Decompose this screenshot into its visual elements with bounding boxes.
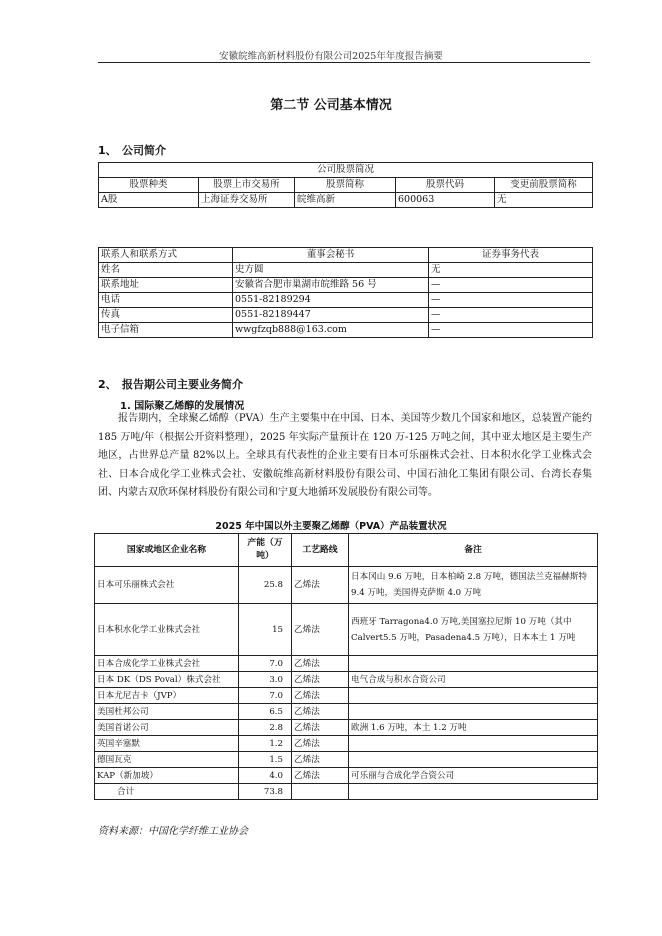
body-paragraph: 报告期内，全球聚乙烯醇（PVA）生产主要集中在中国、日本、美国等少数几个国家和地区，总装置产能约 185 万吨/年（根据公开资料整理），2025 年实际产量预计在 120 万-125 万吨之间，其中亚太地区是主要生产地区，占世界总产量 82%以上。全球具有代表性的企业主要有日本可乐丽株式会社、日本积水化学工业株式会社、日本合成化学工业株式会社、安徽皖维高新材料股份有限公司、中国石油化工集团有限公司、台湾长春集团、内蒙古双欣环保材料股份有限公司和宁夏大地循环发展股份有限公司等。 (98, 413, 592, 498)
table-cell (349, 688, 598, 704)
table-cell: 英国辛塞默 (95, 736, 239, 752)
heading-number: 2、 (98, 378, 117, 391)
table-cell: 日本 DK（DS Poval）株式会社 (95, 672, 239, 688)
table-cell: 联系地址 (99, 278, 233, 293)
heading-number: 1、 (98, 144, 117, 157)
table-cell: 上海证券交易所 (199, 193, 295, 208)
table-cell: 美国杜邦公司 (95, 704, 239, 720)
table-cell: 乙烯法 (292, 672, 349, 688)
table-cell: 乙烯法 (292, 604, 349, 656)
table-cell: 电气合成与积水合资公司 (349, 672, 598, 688)
table-header: 国家或地区企业名称 (95, 534, 239, 567)
table-cell: 15 (239, 604, 292, 656)
table-cell: — (429, 278, 593, 293)
table-cell: 1.5 (239, 752, 292, 768)
table-cell: 可乐丽与合成化学合资公司 (349, 768, 598, 784)
table-caption: 2025 年中国以外主要聚乙烯醇（PVA）产品装置状况 (215, 521, 447, 532)
table-cell: KAP（新加坡） (95, 768, 239, 784)
table-row (95, 688, 598, 704)
table-header: 变更前股票简称 (495, 178, 593, 193)
table-cell: 乙烯法 (292, 752, 349, 768)
table-cell: 乙烯法 (292, 704, 349, 720)
table-cell: 电话 (99, 293, 233, 308)
table-header: 证券事务代表 (429, 248, 593, 263)
table-row (99, 308, 593, 323)
table-header: 股票代码 (396, 178, 495, 193)
table-cell: 0551-82189447 (233, 308, 429, 323)
table-cell: 73.8 (239, 784, 292, 800)
table-cell: 7.0 (239, 688, 292, 704)
table-cell: 姓名 (99, 263, 233, 278)
table-cell: — (429, 293, 593, 308)
table-cell: 1.2 (239, 736, 292, 752)
table-cell: 600063 (396, 193, 495, 208)
table-header: 工艺路线 (292, 534, 349, 567)
table-cell: 日本合成化学工业株式会社 (95, 656, 239, 672)
pva-capacity-table (94, 533, 598, 800)
table-header: 股票种类 (99, 178, 199, 193)
table-row (95, 567, 598, 604)
table-row (95, 672, 598, 688)
heading-text: 公司简介 (122, 144, 166, 157)
table-cell: 安徽省合肥市巢湖市皖维路 56 号 (233, 278, 429, 293)
table-row (99, 323, 593, 338)
table-row (99, 263, 593, 278)
running-header: 安徽皖维高新材料股份有限公司2025年年度报告摘要 (219, 51, 443, 62)
section-title: 第二节 公司基本情况 (270, 98, 392, 113)
table-row (95, 604, 598, 656)
contact-table (98, 247, 593, 338)
table-cell: — (429, 308, 593, 323)
table-cell: 日本冈山 9.6 万吨，日本柏崎 2.8 万吨，德国法兰克福赫斯特 9.4 万吨，美国得克萨斯 4.0 万吨 (349, 567, 598, 604)
table-cell: 乙烯法 (292, 736, 349, 752)
table-cell: 美国首诺公司 (95, 720, 239, 736)
heading-business-overview (98, 376, 243, 392)
table-row (95, 704, 598, 720)
table-cell: 合计 (95, 784, 239, 800)
table-cell: 4.0 (239, 768, 292, 784)
table-header: 备注 (349, 534, 598, 567)
table-cell (292, 784, 349, 800)
table-cell: wwgfzqb888@163.com (233, 323, 429, 338)
table-cell: 欧洲 1.6 万吨，本土 1.2 万吨 (349, 720, 598, 736)
table-cell: 西班牙 Tarragona4.0 万吨,美国塞拉尼斯 10 万吨（其中 Calvert5.5 万吨，Pasadena4.5 万吨），日本本土 1 万吨 (349, 604, 598, 656)
table-row (99, 278, 593, 293)
table-cell: 皖维高新 (295, 193, 396, 208)
subheading-international-pva: 1. 国际聚乙烯醇的发展情况 (120, 401, 245, 412)
table-cell (349, 736, 598, 752)
table-cell: 乙烯法 (292, 656, 349, 672)
table-header: 联系人和联系方式 (99, 248, 233, 263)
table-cell: 日本可乐丽株式会社 (95, 567, 239, 604)
table-cell (349, 656, 598, 672)
table-cell: 2.8 (239, 720, 292, 736)
table-cell: 乙烯法 (292, 720, 349, 736)
table-row (95, 752, 598, 768)
table-row-total (95, 784, 598, 800)
table-cell (349, 784, 598, 800)
table-header: 股票简称 (295, 178, 396, 193)
table-cell: 传真 (99, 308, 233, 323)
table-header: 产能（万吨） (239, 534, 292, 567)
table-header: 董事会秘书 (233, 248, 429, 263)
table-cell: 日本积水化学工业株式会社 (95, 604, 239, 656)
table-cell: 德国瓦克 (95, 752, 239, 768)
table-cell: 史方圆 (233, 263, 429, 278)
table-cell: 7.0 (239, 656, 292, 672)
heading-company-profile (98, 142, 166, 158)
heading-text: 报告期公司主要业务简介 (122, 378, 243, 391)
table-row (95, 656, 598, 672)
stock-table (98, 162, 593, 208)
table-cell (349, 752, 598, 768)
table-cell: A股 (99, 193, 199, 208)
table-cell: 3.0 (239, 672, 292, 688)
table-row (99, 293, 593, 308)
table-cell: 乙烯法 (292, 567, 349, 604)
table-row (95, 736, 598, 752)
table-cell: 0551-82189294 (233, 293, 429, 308)
table-cell: 电子信箱 (99, 323, 233, 338)
table-cell: 25.8 (239, 567, 292, 604)
table-cell: 无 (429, 263, 593, 278)
table-cell: 乙烯法 (292, 768, 349, 784)
table-cell: 乙烯法 (292, 688, 349, 704)
header-rule (98, 62, 590, 63)
table-header: 股票上市交易所 (199, 178, 295, 193)
source-note: 资料来源：中国化学纤维工业协会 (98, 826, 248, 837)
table-cell (349, 704, 598, 720)
table-cell: 日本尤尼吉卡（JVP） (95, 688, 239, 704)
table-cell: 无 (495, 193, 593, 208)
table-row (95, 768, 598, 784)
table-cell: 6.5 (239, 704, 292, 720)
stock-table-caption: 公司股票简况 (99, 163, 593, 178)
table-cell: — (429, 323, 593, 338)
table-row (95, 720, 598, 736)
